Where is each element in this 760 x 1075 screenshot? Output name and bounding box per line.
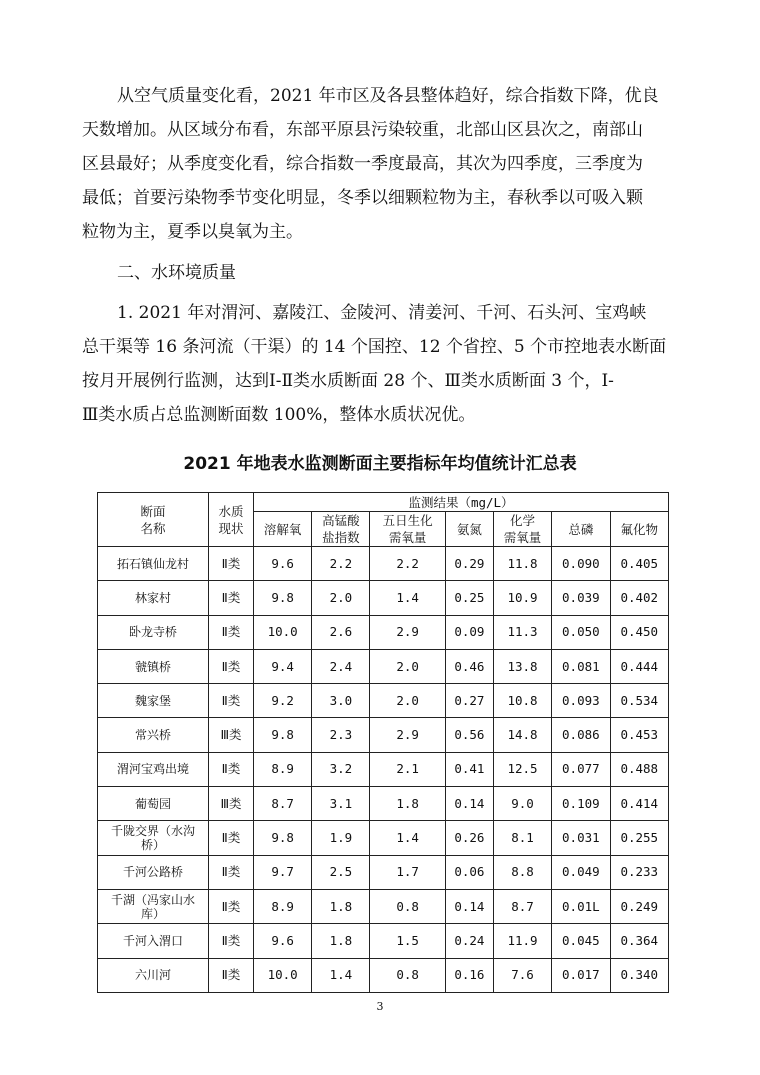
- cell-permanganate-index: 2.5: [312, 855, 370, 889]
- header-cod: 化学 需氧量: [493, 512, 551, 547]
- cell-dissolved-oxygen: 9.8: [254, 821, 312, 855]
- cell-ammonia-nitrogen: 0.41: [445, 752, 493, 786]
- header-section-name: 断面 名称: [98, 493, 209, 547]
- cell-permanganate-index: 2.3: [312, 718, 370, 752]
- cell-section-name: 虢镇桥: [98, 649, 209, 683]
- cell-cod: 9.0: [493, 787, 551, 821]
- cell-bod5: 1.4: [370, 581, 445, 615]
- header-permanganate-index: 高锰酸 盐指数: [312, 512, 370, 547]
- table-body: [98, 547, 669, 993]
- cell-permanganate-index: 3.2: [312, 752, 370, 786]
- table-header-row-1: [98, 493, 669, 512]
- cell-total-phosphorus: 0.031: [552, 821, 610, 855]
- cell-bod5: 1.8: [370, 787, 445, 821]
- cell-bod5: 2.0: [370, 649, 445, 683]
- cell-dissolved-oxygen: 8.7: [254, 787, 312, 821]
- cell-ammonia-nitrogen: 0.14: [445, 787, 493, 821]
- cell-total-phosphorus: 0.050: [552, 615, 610, 649]
- cell-bod5: 2.9: [370, 718, 445, 752]
- cell-cod: 8.8: [493, 855, 551, 889]
- header-dissolved-oxygen: 溶解氧: [254, 512, 312, 547]
- cell-dissolved-oxygen: 10.0: [254, 615, 312, 649]
- cell-dissolved-oxygen: 9.8: [254, 718, 312, 752]
- cell-cod: 10.9: [493, 581, 551, 615]
- cell-ammonia-nitrogen: 0.27: [445, 684, 493, 718]
- header-total-phosphorus: 总磷: [552, 512, 610, 547]
- page-number: 3: [376, 1000, 384, 1013]
- cell-dissolved-oxygen: 9.6: [254, 924, 312, 958]
- cell-ammonia-nitrogen: 0.29: [445, 547, 493, 581]
- table-row: [98, 787, 669, 821]
- cell-section-name: 渭河宝鸡出境: [98, 752, 209, 786]
- cell-bod5: 2.1: [370, 752, 445, 786]
- cell-total-phosphorus: 0.017: [552, 958, 610, 992]
- paragraph-line: 按月开展例行监测，达到Ⅰ-Ⅱ类水质断面 28 个、Ⅲ类水质断面 3 个，Ⅰ-: [82, 371, 614, 391]
- cell-water-class: Ⅱ类: [209, 547, 254, 581]
- cell-section-name: 千河入渭口: [98, 924, 209, 958]
- table-row: [98, 684, 669, 718]
- cell-water-class: Ⅱ类: [209, 924, 254, 958]
- cell-bod5: 0.8: [370, 889, 445, 923]
- cell-fluoride: 0.414: [610, 787, 668, 821]
- cell-section-name: 卧龙寺桥: [98, 615, 209, 649]
- cell-fluoride: 0.488: [610, 752, 668, 786]
- cell-fluoride: 0.340: [610, 958, 668, 992]
- cell-total-phosphorus: 0.086: [552, 718, 610, 752]
- cell-water-class: Ⅱ类: [209, 684, 254, 718]
- cell-cod: 11.9: [493, 924, 551, 958]
- cell-fluoride: 0.402: [610, 581, 668, 615]
- cell-ammonia-nitrogen: 0.26: [445, 821, 493, 855]
- cell-permanganate-index: 1.8: [312, 924, 370, 958]
- cell-cod: 8.7: [493, 889, 551, 923]
- cell-cod: 10.8: [493, 684, 551, 718]
- cell-permanganate-index: 1.4: [312, 958, 370, 992]
- cell-total-phosphorus: 0.081: [552, 649, 610, 683]
- cell-dissolved-oxygen: 9.6: [254, 547, 312, 581]
- cell-fluoride: 0.364: [610, 924, 668, 958]
- cell-ammonia-nitrogen: 0.46: [445, 649, 493, 683]
- water-monitoring-table: [97, 492, 669, 993]
- table-row: [98, 924, 669, 958]
- cell-cod: 11.3: [493, 615, 551, 649]
- cell-fluoride: 0.233: [610, 855, 668, 889]
- cell-cod: 13.8: [493, 649, 551, 683]
- cell-fluoride: 0.444: [610, 649, 668, 683]
- cell-cod: 8.1: [493, 821, 551, 855]
- paragraph-line: 天数增加。从区域分布看，东部平原县污染较重，北部山区县次之，南部山: [82, 120, 643, 140]
- air-quality-paragraph: [82, 79, 682, 249]
- cell-dissolved-oxygen: 9.4: [254, 649, 312, 683]
- paragraph-line: 区县最好；从季度变化看，综合指数一季度最高，其次为四季度，三季度为: [82, 154, 643, 174]
- cell-dissolved-oxygen: 8.9: [254, 752, 312, 786]
- cell-permanganate-index: 2.0: [312, 581, 370, 615]
- cell-bod5: 1.4: [370, 821, 445, 855]
- paragraph-line: 1. 2021 年对渭河、嘉陵江、金陵河、清姜河、千河、石头河、宝鸡峡: [117, 303, 647, 323]
- cell-fluoride: 0.450: [610, 615, 668, 649]
- cell-section-name: 千河公路桥: [98, 855, 209, 889]
- header-ammonia-nitrogen: 氨氮: [445, 512, 493, 547]
- cell-bod5: 1.7: [370, 855, 445, 889]
- cell-fluoride: 0.534: [610, 684, 668, 718]
- cell-total-phosphorus: 0.077: [552, 752, 610, 786]
- table-row: [98, 958, 669, 992]
- cell-section-name: 千陇交界（水沟 桥）: [98, 821, 209, 855]
- paragraph-line: 最低；首要污染物季节变化明显，冬季以细颗粒物为主，春秋季以可吸入颗: [82, 188, 643, 208]
- cell-water-class: Ⅱ类: [209, 649, 254, 683]
- table-row: [98, 547, 669, 581]
- cell-section-name: 六川河: [98, 958, 209, 992]
- cell-cod: 14.8: [493, 718, 551, 752]
- cell-ammonia-nitrogen: 0.06: [445, 855, 493, 889]
- cell-water-class: Ⅱ类: [209, 821, 254, 855]
- cell-water-class: Ⅱ类: [209, 855, 254, 889]
- table-row: [98, 581, 669, 615]
- cell-fluoride: 0.453: [610, 718, 668, 752]
- cell-cod: 7.6: [493, 958, 551, 992]
- cell-cod: 12.5: [493, 752, 551, 786]
- table-row: [98, 821, 669, 855]
- cell-ammonia-nitrogen: 0.16: [445, 958, 493, 992]
- cell-total-phosphorus: 0.049: [552, 855, 610, 889]
- cell-permanganate-index: 3.0: [312, 684, 370, 718]
- cell-section-name: 葡萄园: [98, 787, 209, 821]
- table-row: [98, 855, 669, 889]
- water-monitoring-paragraph: [82, 296, 682, 432]
- cell-permanganate-index: 3.1: [312, 787, 370, 821]
- table-title: 2021 年地表水监测断面主要指标年均值统计汇总表: [183, 454, 577, 474]
- table-row: [98, 889, 669, 923]
- cell-permanganate-index: 1.9: [312, 821, 370, 855]
- header-bod5: 五日生化 需氧量: [370, 512, 445, 547]
- table-row: [98, 718, 669, 752]
- cell-bod5: 1.5: [370, 924, 445, 958]
- cell-total-phosphorus: 0.090: [552, 547, 610, 581]
- header-fluoride: 氟化物: [610, 512, 668, 547]
- cell-total-phosphorus: 0.109: [552, 787, 610, 821]
- cell-water-class: Ⅱ类: [209, 889, 254, 923]
- cell-water-class: Ⅱ类: [209, 581, 254, 615]
- cell-ammonia-nitrogen: 0.14: [445, 889, 493, 923]
- cell-dissolved-oxygen: 9.7: [254, 855, 312, 889]
- cell-section-name: 林家村: [98, 581, 209, 615]
- cell-dissolved-oxygen: 8.9: [254, 889, 312, 923]
- cell-dissolved-oxygen: 9.8: [254, 581, 312, 615]
- cell-fluoride: 0.249: [610, 889, 668, 923]
- cell-section-name: 千湖（冯家山水 库）: [98, 889, 209, 923]
- paragraph-line: 从空气质量变化看，2021 年市区及各县整体趋好，综合指数下降，优良: [117, 86, 659, 106]
- cell-permanganate-index: 2.4: [312, 649, 370, 683]
- cell-ammonia-nitrogen: 0.09: [445, 615, 493, 649]
- cell-dissolved-oxygen: 10.0: [254, 958, 312, 992]
- table-row: [98, 752, 669, 786]
- cell-total-phosphorus: 0.01L: [552, 889, 610, 923]
- cell-ammonia-nitrogen: 0.25: [445, 581, 493, 615]
- cell-bod5: 0.8: [370, 958, 445, 992]
- water-quality-heading: 二、水环境质量: [117, 263, 236, 283]
- cell-water-class: Ⅲ类: [209, 718, 254, 752]
- cell-ammonia-nitrogen: 0.24: [445, 924, 493, 958]
- cell-section-name: 拓石镇仙龙村: [98, 547, 209, 581]
- cell-bod5: 2.9: [370, 615, 445, 649]
- cell-dissolved-oxygen: 9.2: [254, 684, 312, 718]
- cell-total-phosphorus: 0.093: [552, 684, 610, 718]
- cell-bod5: 2.2: [370, 547, 445, 581]
- cell-total-phosphorus: 0.045: [552, 924, 610, 958]
- table-row: [98, 615, 669, 649]
- cell-water-class: Ⅱ类: [209, 958, 254, 992]
- paragraph-line: 粒物为主，夏季以臭氧为主。: [82, 222, 303, 242]
- cell-section-name: 魏家堡: [98, 684, 209, 718]
- cell-section-name: 常兴桥: [98, 718, 209, 752]
- cell-permanganate-index: 2.6: [312, 615, 370, 649]
- paragraph-line: 总干渠等 16 条河流（干渠）的 14 个国控、12 个省控、5 个市控地表水断面: [82, 337, 667, 357]
- cell-water-class: Ⅱ类: [209, 752, 254, 786]
- header-monitoring-results: 监测结果（mg/L）: [254, 493, 669, 512]
- paragraph-line: Ⅲ类水质占总监测断面数 100%，整体水质状况优。: [82, 405, 476, 425]
- cell-permanganate-index: 2.2: [312, 547, 370, 581]
- cell-ammonia-nitrogen: 0.56: [445, 718, 493, 752]
- table-row: [98, 649, 669, 683]
- cell-total-phosphorus: 0.039: [552, 581, 610, 615]
- cell-permanganate-index: 1.8: [312, 889, 370, 923]
- cell-water-class: Ⅲ类: [209, 787, 254, 821]
- cell-water-class: Ⅱ类: [209, 615, 254, 649]
- header-water-quality: 水质 现状: [209, 493, 254, 547]
- cell-cod: 11.8: [493, 547, 551, 581]
- cell-bod5: 2.0: [370, 684, 445, 718]
- cell-fluoride: 0.405: [610, 547, 668, 581]
- cell-fluoride: 0.255: [610, 821, 668, 855]
